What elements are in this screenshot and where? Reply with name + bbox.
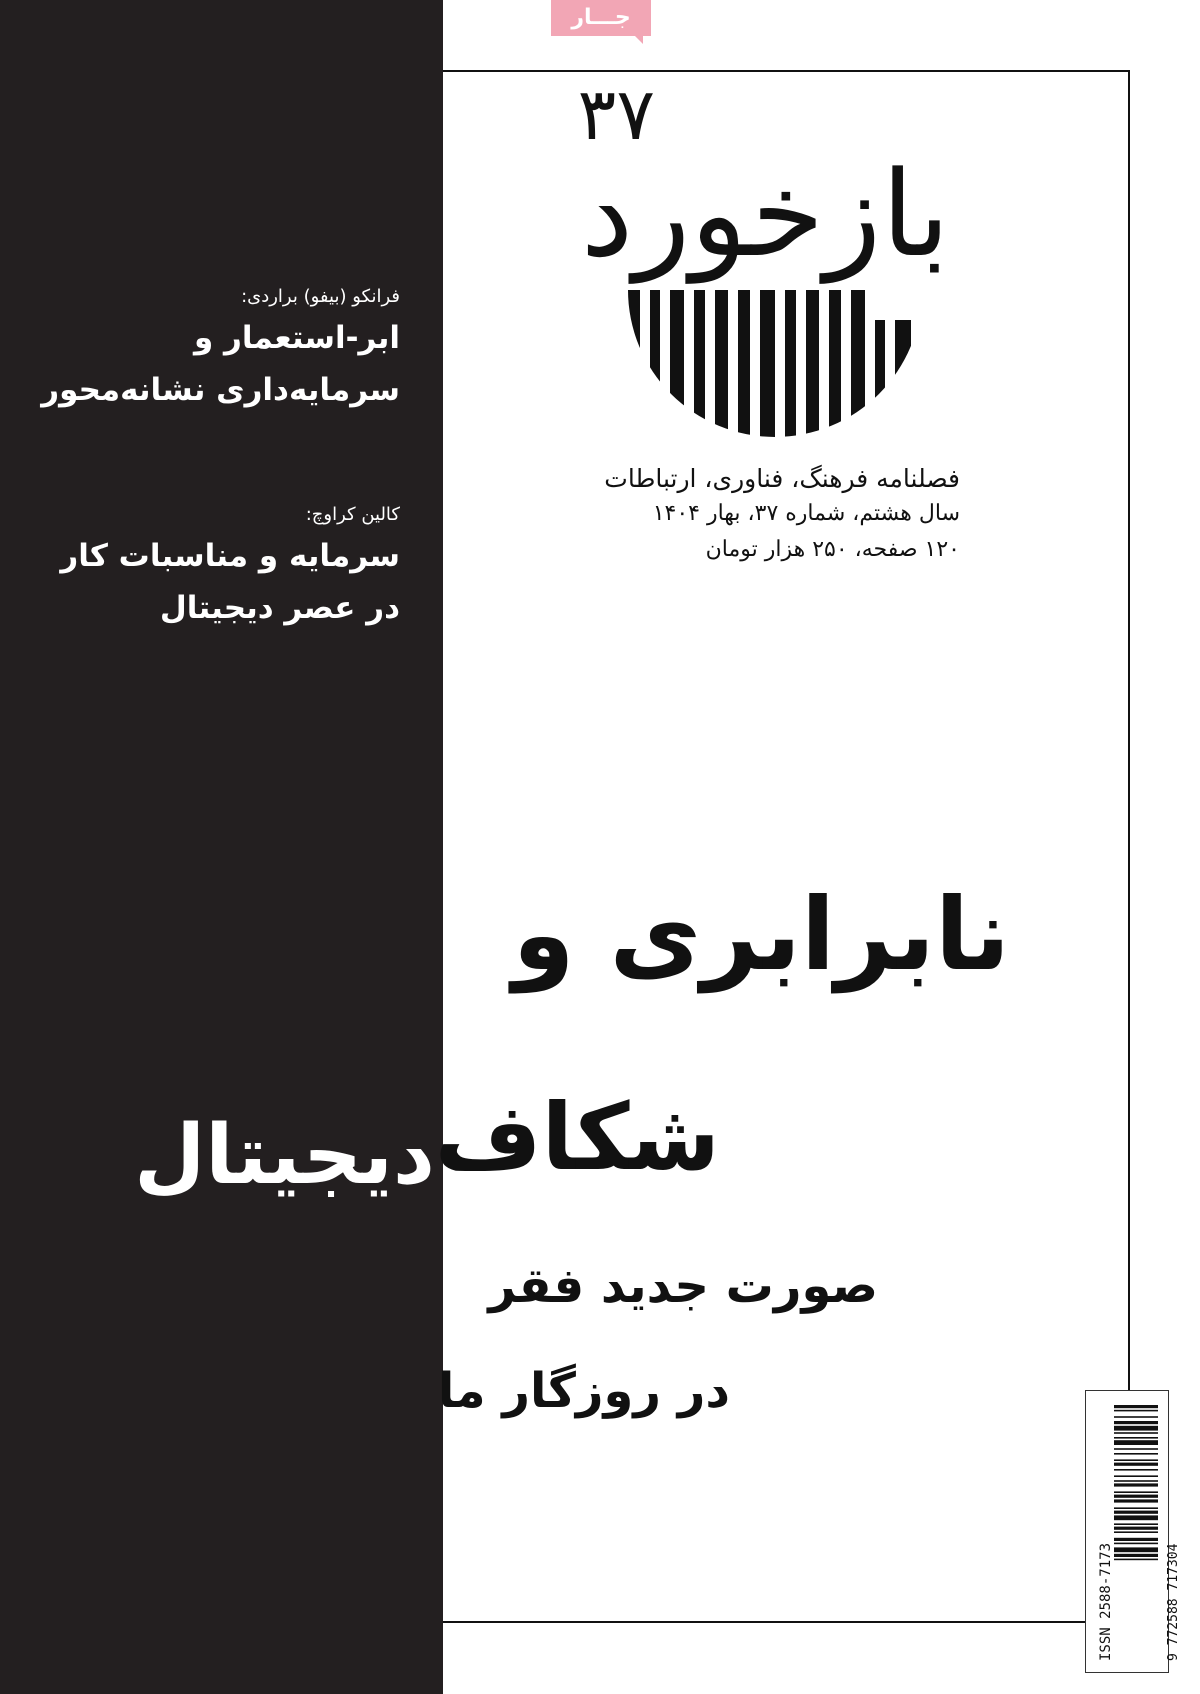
dark-side-panel bbox=[0, 0, 443, 1694]
article-headline: سرمایه و مناسبات کار bbox=[60, 538, 400, 574]
logo-stripe bbox=[829, 290, 841, 450]
featured-article-1 bbox=[0, 282, 400, 416]
barcode-bar bbox=[1114, 1559, 1158, 1561]
main-title-line1: نابرابری و bbox=[512, 876, 1010, 993]
barcode bbox=[1085, 1390, 1181, 1673]
barcode-bar bbox=[1114, 1499, 1158, 1502]
barcode-bar bbox=[1114, 1416, 1158, 1418]
issn-number: ISSN 2588-7173 bbox=[1098, 1542, 1114, 1661]
featured-article-2 bbox=[0, 500, 400, 634]
article-headline: ابر-استعمار و bbox=[193, 320, 400, 356]
logo-stripe bbox=[806, 290, 819, 450]
barcode-bar bbox=[1114, 1527, 1158, 1530]
magazine-tagline: فصلنامه فرهنگ، فناوری، ارتباطات bbox=[604, 464, 960, 493]
barcode-bar bbox=[1114, 1511, 1158, 1514]
main-title-light-word: دیجیتال bbox=[134, 1108, 435, 1203]
magazine-info bbox=[540, 462, 960, 568]
barcode-bar bbox=[1114, 1421, 1158, 1424]
logo-stripe bbox=[785, 290, 796, 450]
barcode-bar bbox=[1114, 1480, 1158, 1482]
barcode-bar bbox=[1114, 1453, 1158, 1455]
logo-stripe bbox=[738, 290, 750, 450]
barcode-bar bbox=[1114, 1547, 1158, 1552]
barcode-bar bbox=[1114, 1432, 1158, 1434]
barcode-bar bbox=[1114, 1437, 1158, 1439]
logo-stripe bbox=[715, 290, 728, 450]
logo-stripe bbox=[760, 290, 775, 450]
barcode-bar bbox=[1114, 1543, 1158, 1545]
article-author: فرانکو (بیفو) براردی: bbox=[241, 286, 400, 307]
barcode-bar bbox=[1114, 1495, 1158, 1498]
publisher-badge: جـــار bbox=[551, 0, 651, 36]
article-headline: در عصر دیجیتال bbox=[159, 590, 400, 626]
barcode-bar bbox=[1114, 1554, 1158, 1557]
main-title-dark-word: شکاف bbox=[434, 1084, 720, 1191]
issue-info: سال هشتم، شماره ۳۷، بهار ۱۴۰۴ bbox=[652, 501, 960, 526]
barcode-bar bbox=[1114, 1440, 1158, 1445]
barcode-bar bbox=[1114, 1483, 1158, 1486]
cover-tagline-line1: صورت جدید فقر bbox=[488, 1258, 878, 1314]
barcode-bar bbox=[1114, 1410, 1158, 1412]
barcode-bar bbox=[1114, 1405, 1158, 1408]
barcode-bar bbox=[1114, 1523, 1158, 1525]
barcode-bar bbox=[1114, 1475, 1158, 1477]
barcode-number: 9 772588 717304 bbox=[1166, 1543, 1181, 1661]
logo-stripe bbox=[670, 290, 684, 450]
barcode-bar bbox=[1114, 1538, 1158, 1541]
barcode-bar bbox=[1114, 1515, 1158, 1520]
barcode-bar bbox=[1114, 1491, 1158, 1493]
issue-number: ۳۷ bbox=[577, 72, 655, 156]
logo-stripe bbox=[694, 290, 705, 450]
cover-tagline-line2: در روزگار ما bbox=[437, 1363, 730, 1419]
barcode-bar bbox=[1114, 1459, 1158, 1461]
logo-stripe bbox=[851, 290, 865, 450]
article-headline: سرمایه‌داری نشانه‌محور bbox=[41, 372, 400, 408]
logo-stripe bbox=[650, 290, 660, 450]
logo-stripe bbox=[628, 290, 640, 450]
logo-notch bbox=[875, 290, 922, 320]
price-info: ۱۲۰ صفحه، ۲۵۰ هزار تومان bbox=[705, 537, 960, 562]
barcode-bar bbox=[1114, 1507, 1158, 1509]
barcode-bar bbox=[1114, 1448, 1158, 1450]
barcode-bar bbox=[1114, 1463, 1158, 1466]
article-author: کالین کراوچ: bbox=[305, 504, 400, 525]
barcode-bar bbox=[1114, 1426, 1158, 1431]
magazine-title: بازخورد bbox=[580, 145, 950, 283]
barcode-bar bbox=[1114, 1469, 1158, 1471]
barcode-bar bbox=[1114, 1531, 1158, 1533]
